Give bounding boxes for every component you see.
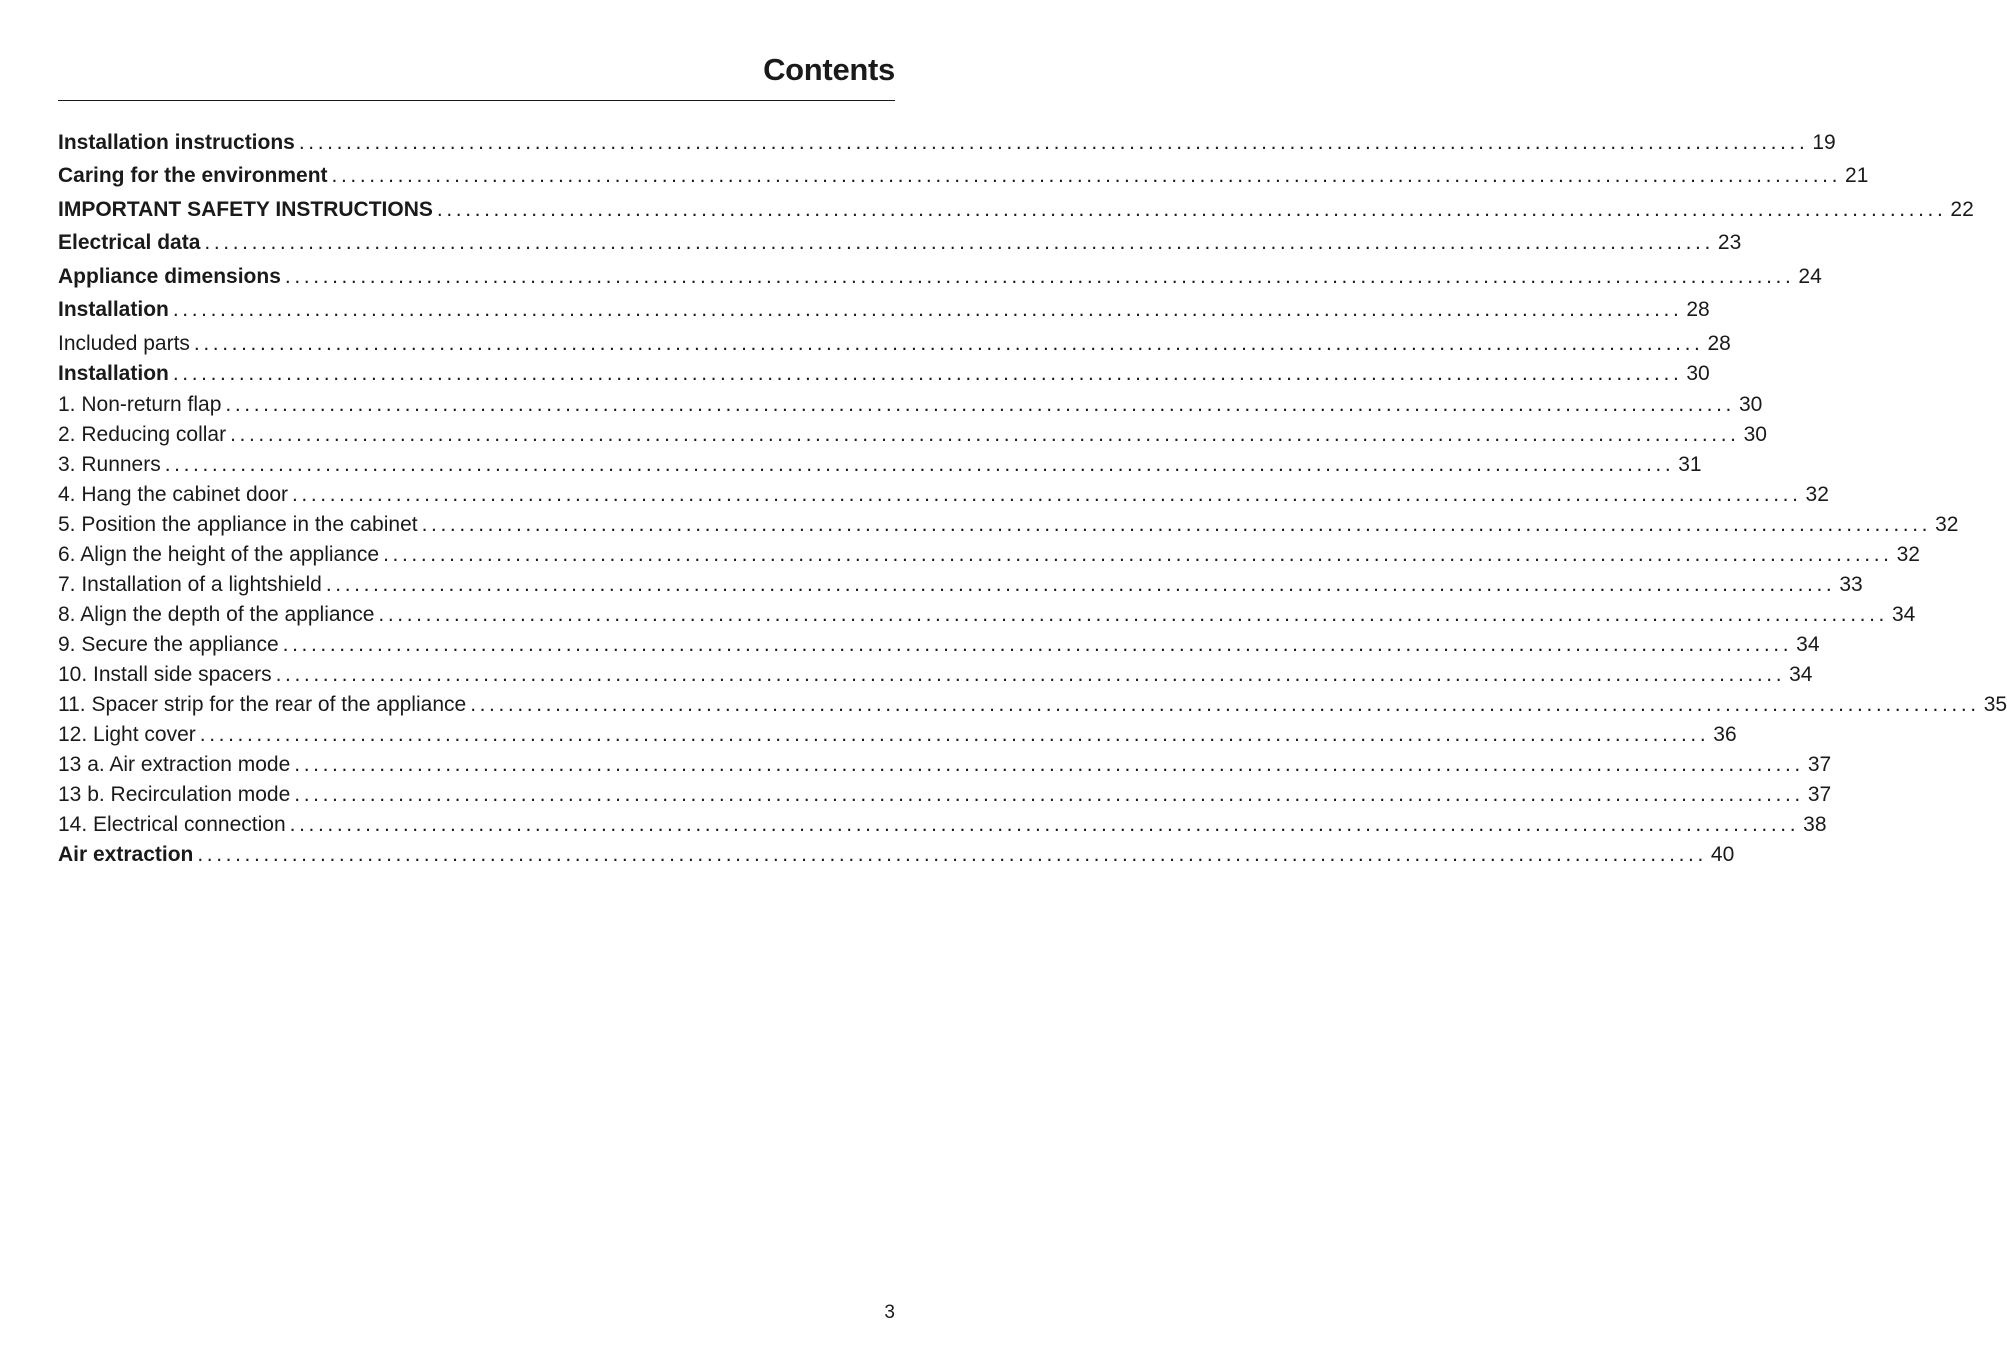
toc-entry[interactable] bbox=[58, 780, 1832, 810]
toc-entry-label: Caring for the environment bbox=[58, 164, 328, 187]
toc-entry[interactable] bbox=[58, 540, 1920, 570]
toc-entry[interactable] bbox=[58, 450, 1702, 480]
toc-entry[interactable] bbox=[58, 660, 1813, 690]
toc-dot-leader: ................................................................................................................................................................ bbox=[193, 331, 1704, 355]
toc-entry[interactable] bbox=[58, 329, 1731, 359]
toc-entry-label: 13 b. Recirculation mode bbox=[58, 783, 291, 806]
toc-entry-label: 1. Non-return flap bbox=[58, 393, 222, 416]
toc-dot-leader: ................................................................................................................................................................ bbox=[294, 753, 1804, 776]
toc-entry-label: Installation bbox=[58, 298, 169, 321]
toc-entry-page: 35 bbox=[1983, 693, 2007, 716]
toc-entry-page: 30 bbox=[1743, 423, 1767, 446]
toc-dot-leader: ................................................................................................................................................................ bbox=[284, 264, 1795, 288]
toc-dot-leader: ................................................................................................................................................................ bbox=[172, 361, 1683, 385]
toc-dot-leader: ................................................................................................................................................................ bbox=[294, 783, 1804, 806]
toc-entry[interactable] bbox=[58, 420, 1767, 450]
toc-entry-label: Installation bbox=[58, 361, 169, 385]
toc-dot-leader: ................................................................................................................................................................ bbox=[230, 423, 1740, 446]
toc-entry-page: 32 bbox=[1896, 543, 1920, 566]
toc-dot-leader: ................................................................................................................................................................ bbox=[298, 131, 1809, 154]
toc-entry-page: 24 bbox=[1798, 264, 1822, 288]
toc-dot-leader: ................................................................................................................................................................ bbox=[378, 603, 1888, 626]
toc-entry-page: 36 bbox=[1713, 723, 1737, 746]
toc-entry-page: 34 bbox=[1796, 633, 1820, 656]
toc-dot-leader: ................................................................................................................................................................ bbox=[470, 693, 1980, 716]
toc-entry[interactable] bbox=[58, 228, 1742, 262]
toc-dot-leader: ................................................................................................................................................................ bbox=[436, 197, 1947, 221]
toc-dot-leader: ................................................................................................................................................................ bbox=[204, 231, 1714, 254]
toc-entry-label: 4. Hang the cabinet door bbox=[58, 483, 288, 506]
toc-entry-page: 33 bbox=[1839, 573, 1863, 596]
toc-entry-label: 9. Secure the appliance bbox=[58, 633, 279, 656]
toc-entry-label: 10. Install side spacers bbox=[58, 663, 272, 686]
toc-entry-page: 28 bbox=[1686, 298, 1710, 321]
toc-dot-leader: ................................................................................................................................................................ bbox=[164, 453, 1675, 476]
toc-entry-page: 19 bbox=[1812, 131, 1836, 154]
toc-entry-label: IMPORTANT SAFETY INSTRUCTIONS bbox=[58, 197, 433, 221]
toc-entry-label: Electrical data bbox=[58, 231, 201, 254]
toc-entry[interactable] bbox=[58, 359, 1710, 391]
toc-entry-page: 22 bbox=[1950, 197, 1974, 221]
toc-dot-leader: ................................................................................................................................................................ bbox=[197, 843, 1707, 866]
toc-entry[interactable] bbox=[58, 195, 1974, 229]
toc-entry-page: 34 bbox=[1789, 663, 1813, 686]
toc-entry-label: 6. Align the height of the appliance bbox=[58, 543, 380, 566]
toc-dot-leader: ................................................................................................................................................................ bbox=[383, 543, 1893, 566]
toc-dot-leader: ................................................................................................................................................................ bbox=[289, 813, 1800, 836]
toc-entry[interactable] bbox=[58, 390, 1763, 420]
toc-entry[interactable] bbox=[58, 840, 1735, 874]
toc-entry-page: 32 bbox=[1935, 513, 1959, 536]
toc-dot-leader: ................................................................................................................................................................ bbox=[225, 393, 1735, 416]
toc-entry-label: 2. Reducing collar bbox=[58, 423, 227, 446]
page-number: 3 bbox=[884, 1302, 895, 1323]
toc-entry-label: 11. Spacer strip for the rear of the appliance bbox=[58, 693, 467, 716]
toc-entry-label: 3. Runners bbox=[58, 453, 161, 476]
toc-entry-label: 5. Position the appliance in the cabinet bbox=[58, 513, 418, 536]
toc-dot-leader: ................................................................................................................................................................ bbox=[172, 298, 1683, 321]
toc-entry-label: 14. Electrical connection bbox=[58, 813, 286, 836]
toc-entry[interactable] bbox=[58, 750, 1832, 780]
toc-entry[interactable] bbox=[58, 510, 1959, 540]
toc-entry-page: 30 bbox=[1738, 393, 1763, 416]
toc-entry[interactable] bbox=[58, 295, 1710, 329]
toc-entry-page: 30 bbox=[1686, 361, 1710, 385]
toc-entry-page: 40 bbox=[1710, 843, 1735, 866]
toc-dot-leader: ................................................................................................................................................................ bbox=[325, 573, 1836, 596]
toc-entry-label: Included parts bbox=[58, 331, 190, 355]
toc-entry[interactable] bbox=[58, 128, 1836, 161]
toc-entry[interactable] bbox=[58, 630, 1820, 660]
toc-entry[interactable] bbox=[58, 600, 1916, 630]
toc-dot-leader: ................................................................................................................................................................ bbox=[199, 723, 1710, 746]
page-title: Contents bbox=[763, 52, 895, 87]
title-divider bbox=[58, 100, 895, 101]
toc-entry[interactable] bbox=[58, 262, 1822, 296]
table-of-contents bbox=[58, 128, 2007, 874]
toc-entry-page: 32 bbox=[1805, 483, 1829, 506]
toc-entry-label: Installation instructions bbox=[58, 131, 295, 154]
toc-dot-leader: ................................................................................................................................................................ bbox=[282, 633, 1793, 656]
toc-entry-label: Air extraction bbox=[58, 843, 194, 866]
toc-entry[interactable] bbox=[58, 480, 1829, 510]
toc-entry-page: 37 bbox=[1807, 753, 1832, 776]
toc-entry[interactable] bbox=[58, 810, 1827, 840]
toc-entry-page: 38 bbox=[1803, 813, 1827, 836]
toc-entry-page: 31 bbox=[1678, 453, 1702, 476]
toc-entry[interactable] bbox=[58, 690, 2007, 720]
toc-entry-label: 7. Installation of a lightshield bbox=[58, 573, 322, 596]
toc-entry-label: Appliance dimensions bbox=[58, 264, 281, 288]
toc-entry[interactable] bbox=[58, 161, 1869, 195]
toc-entry[interactable] bbox=[58, 720, 1737, 750]
toc-dot-leader: ................................................................................................................................................................ bbox=[275, 663, 1786, 686]
toc-entry-page: 34 bbox=[1891, 603, 1916, 626]
toc-entry-page: 23 bbox=[1717, 231, 1742, 254]
toc-entry-page: 37 bbox=[1807, 783, 1832, 806]
toc-entry-page: 21 bbox=[1845, 164, 1869, 187]
toc-entry-label: 8. Align the depth of the appliance bbox=[58, 603, 375, 626]
toc-entry-label: 12. Light cover bbox=[58, 723, 196, 746]
toc-dot-leader: ................................................................................................................................................................ bbox=[331, 164, 1842, 187]
toc-entry[interactable] bbox=[58, 570, 1863, 600]
toc-entry-label: 13 a. Air extraction mode bbox=[58, 753, 291, 776]
toc-entry-page: 28 bbox=[1707, 331, 1731, 355]
toc-dot-leader: ................................................................................................................................................................ bbox=[292, 483, 1802, 506]
toc-dot-leader: ................................................................................................................................................................ bbox=[421, 513, 1932, 536]
